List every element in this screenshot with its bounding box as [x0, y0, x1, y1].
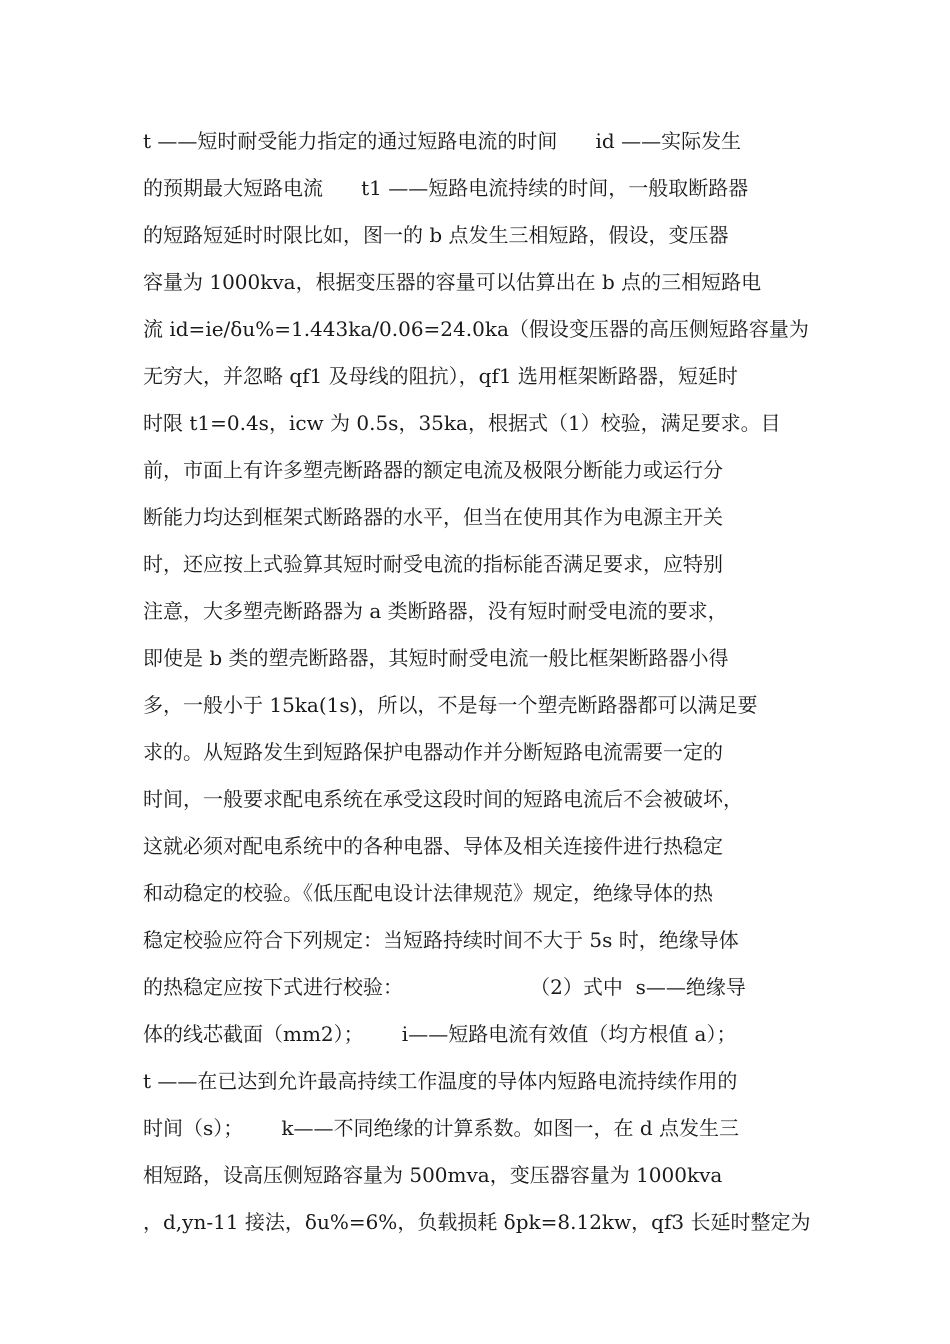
- text-line: 时间（s）； k——不同绝缘的计算系数。如图一，在 d 点发生三: [143, 1116, 740, 1140]
- text-line: 时间，一般要求配电系统在承受这段时间的短路电流后不会被破坏，: [143, 787, 743, 811]
- text-line: 容量为 1000kva，根据变压器的容量可以估算出在 b 点的三相短路电: [143, 270, 762, 294]
- text-line: t ——短时耐受能力指定的通过短路电流的时间 id ——实际发生: [143, 129, 742, 153]
- text-line: 断能力均达到框架式断路器的水平，但当在使用其作为电源主开关: [143, 505, 723, 529]
- text-line: ，d,yn-11 接法，δu%=6%，负载损耗 δpk=8.12kw，qf3 长延时整定为: [143, 1210, 811, 1234]
- text-line: 的短路短延时时限比如，图一的 b 点发生三相短路，假设，变压器: [143, 223, 729, 247]
- text-line: 求的。从短路发生到短路保护电器动作并分断短路电流需要一定的: [143, 740, 723, 764]
- body-paragraph: [143, 118, 833, 1246]
- text-line: 即使是 b 类的塑壳断路器，其短时耐受电流一般比框架断路器小得: [143, 646, 729, 670]
- text-line: 注意，大多塑壳断路器为 a 类断路器，没有短时耐受电流的要求，: [143, 599, 728, 623]
- text-line: 的预期最大短路电流 t1 ——短路电流持续的时间，一般取断路器: [143, 176, 749, 200]
- text-line: 无穷大，并忽略 qf1 及母线的阻抗），qf1 选用框架断路器，短延时: [143, 364, 738, 388]
- text-line: 的热稳定应按下式进行校验： （2）式中 s——绝缘导: [143, 975, 746, 999]
- text-line: 流 id=ie/δu%=1.443ka/0.06=24.0ka（假设变压器的高压侧短路容量为: [143, 317, 809, 341]
- text-line: t ——在已达到允许最高持续工作温度的导体内短路电流持续作用的: [143, 1069, 738, 1093]
- text-line: 相短路，设高压侧短路容量为 500mva，变压器容量为 1000kva: [143, 1163, 723, 1187]
- text-line: 体的线芯截面（mm2）； i——短路电流有效值（均方根值 a）；: [143, 1022, 737, 1046]
- text-line: 多，一般小于 15ka(1s)，所以，不是每一个塑壳断路器都可以满足要: [143, 693, 758, 717]
- text-line: 稳定校验应符合下列规定：当短路持续时间不大于 5s 时，绝缘导体: [143, 928, 739, 952]
- text-line: 时限 t1=0.4s，icw 为 0.5s，35ka，根据式（1）校验，满足要求。目: [143, 411, 781, 435]
- text-line: 时，还应按上式验算其短时耐受电流的指标能否满足要求，应特别: [143, 552, 723, 576]
- text-line: 前，市面上有许多塑壳断路器的额定电流及极限分断能力或运行分: [143, 458, 723, 482]
- text-line: 这就必须对配电系统中的各种电器、导体及相关连接件进行热稳定: [143, 834, 723, 858]
- text-line: 和动稳定的校验。《低压配电设计法律规范》规定，绝缘导体的热: [143, 881, 713, 905]
